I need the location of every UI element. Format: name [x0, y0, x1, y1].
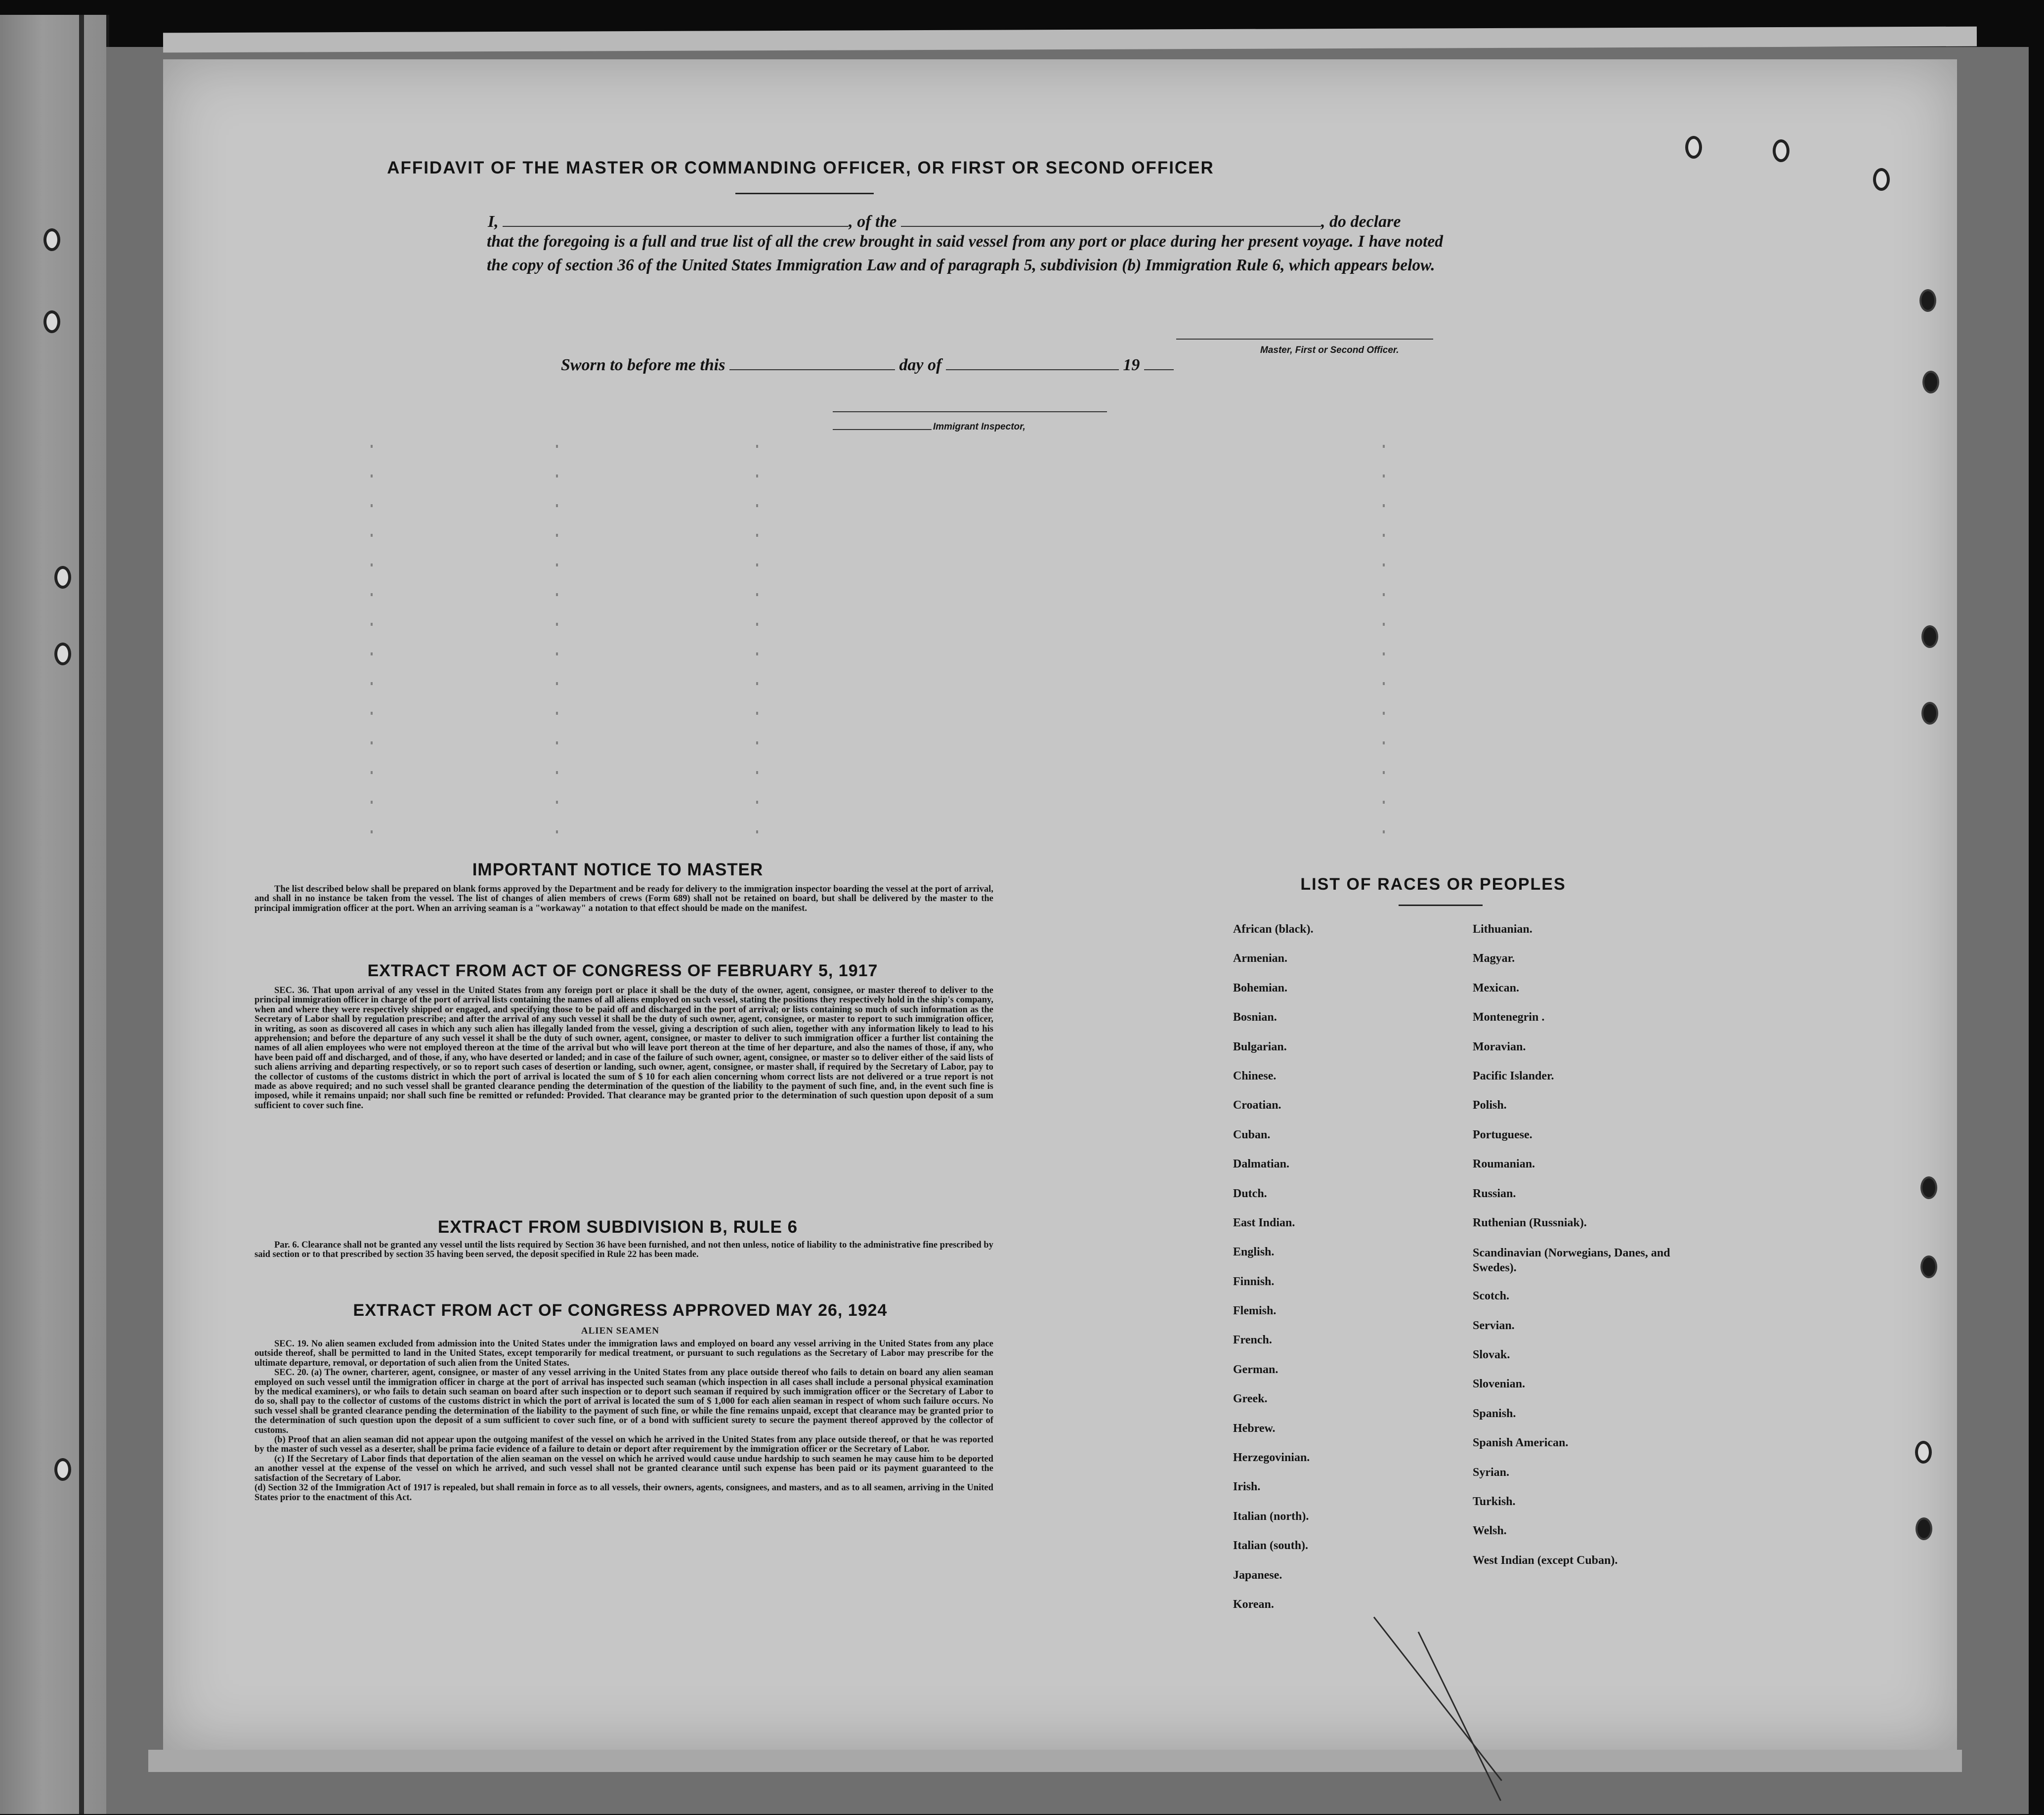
race-item: Chinese. — [1233, 1069, 1277, 1082]
race-item: Croatian. — [1233, 1099, 1281, 1112]
title-underline — [735, 193, 874, 194]
race-item: Bosnian. — [1233, 1011, 1277, 1024]
race-item: West Indian (except Cuban). — [1473, 1554, 1618, 1567]
left-binder-strip — [0, 15, 109, 1814]
binder-hole — [43, 310, 60, 333]
race-item: Herzegovinian. — [1233, 1451, 1310, 1465]
year-label: 19 — [1123, 356, 1140, 374]
race-item: Ruthenian (Russniak). — [1473, 1216, 1587, 1229]
par-6-paragraph: Par. 6. Clearance shall not be granted any vessel until the lists required by Section 36 have been furnished, and not then unless, notice of liability to the administrative fine prescribed by said section or to that prescribed by section 35 having been served, the deposit specified in Rule 22 has been made. — [255, 1240, 993, 1260]
race-item: Italian (north). — [1233, 1510, 1309, 1523]
declare-label: , do declare — [1321, 213, 1401, 231]
binder-hole — [54, 643, 71, 665]
sec-20b-paragraph: (b) Proof that an alien seaman did not appear upon the outgoing manifest of the vessel on which he arrived in the United States from any place outside thereof, or that he was reported by the master of such vessel as a deserter, shall be prima facie evidence of a failure to detain or deport after requirement by the immigration officer or the Secretary of Labor. — [255, 1435, 993, 1455]
race-item: Slovak. — [1473, 1348, 1510, 1362]
race-item: Spanish. — [1473, 1407, 1516, 1420]
master-signature-line[interactable] — [1176, 339, 1433, 340]
inspector-line-top — [833, 411, 1107, 412]
notice-text — [255, 885, 993, 913]
race-item: Pacific Islander. — [1473, 1069, 1554, 1082]
year-blank[interactable] — [1144, 369, 1174, 370]
punch-hole — [1921, 625, 1938, 648]
binder-edge — [79, 15, 84, 1814]
race-item: Syrian. — [1473, 1466, 1510, 1479]
extract-1917-text — [255, 986, 993, 1111]
punch-hole — [1922, 371, 1939, 393]
extract-1924-title: EXTRACT FROM ACT OF CONGRESS APPROVED MAY 26, 1924 — [353, 1301, 888, 1320]
binder-hole — [54, 1458, 71, 1481]
of-label: , of the — [849, 213, 897, 231]
race-item: Mexican. — [1473, 981, 1519, 994]
extract-rule6-text — [255, 1241, 993, 1260]
bottom-page-edge — [148, 1750, 1962, 1772]
race-item: Magyar. — [1473, 952, 1515, 965]
master-label: Master, First or Second Officer. — [1260, 345, 1399, 355]
sworn-line — [561, 356, 1174, 375]
sec-20c-paragraph: (c) If the Secretary of Labor finds that deportation of the alien seaman on the vessel on which he arrived would cause undue hardship to such seamen he may cause him to be deported an another vessel at the expense of the vessel on which he arrived, and such vessel shall not be granted clearance until such expense has been paid or its payment guaranteed to the satisfaction of the Secretary of Labor. — [255, 1454, 993, 1483]
race-item: Moravian. — [1473, 1040, 1526, 1053]
affidavit-first-line — [488, 213, 1401, 231]
sec-20d-paragraph: (d) Section 32 of the Immigration Act of 1917 is repealed, but shall remain in force as to all vessels, their owners, agents, consignees, and masters, and as to all seamen, arriving in the United States prior to the enactment of this Act. — [255, 1483, 993, 1503]
race-item: French. — [1233, 1334, 1272, 1347]
i-label: I, — [488, 213, 499, 231]
race-item: Flemish. — [1233, 1304, 1277, 1318]
race-item: German. — [1233, 1363, 1278, 1376]
punch-hole — [1685, 136, 1702, 159]
day-of-label: day of — [899, 356, 942, 374]
sec-20a-paragraph: SEC. 20. (a) The owner, charterer, agent, consignee, or master of any vessel arriving in the United States from any place outside thereof who fails to detain on board any alien seaman employed on such vessel until the immigration officer in charge at the port of arrival has inspected such seaman (which inspection in all cases shall include a personal physical examination by the medical examiners), or who fails to detain such seaman on board after such inspection or to deport such seaman if required by such immigration officer or the Secretary of Labor to do so, shall pay to the collector of customs of the customs district in which the port of arrival is located the sum of $ 1,000 for each alien seaman in respect of whom such failure occurs. No such vessel shall be granted clearance pending the determination of the liability to the payment of such fine, or while the fine remains unpaid, except that clearance may be granted prior to the determination of such question upon the deposit of a sum sufficient to cover such fine, or of a bond with sufficient surety to secure the payment thereof approved by the collector of customs. — [255, 1368, 993, 1435]
race-item: English. — [1233, 1246, 1275, 1259]
race-item: Bohemian. — [1233, 981, 1288, 994]
binder-hole — [54, 566, 71, 589]
name-blank[interactable] — [503, 226, 849, 227]
race-item: Lithuanian. — [1473, 923, 1533, 936]
races-underline — [1399, 905, 1483, 906]
race-item: Turkish. — [1473, 1495, 1516, 1509]
race-item: Japanese. — [1233, 1568, 1282, 1582]
races-title: LIST OF RACES OR PEOPLES — [1300, 875, 1566, 894]
race-item: East Indian. — [1233, 1216, 1295, 1229]
sworn-label: Sworn to before me this — [561, 356, 725, 374]
notice-paragraph: The list described below shall be prepared on blank forms approved by the Department and be ready for delivery to the immigration inspector boarding the vessel at the port of arrival, and shall in no instance be taken from the vessel. The list of changes of alien members of crews (Form 689) shall not be retained on board, but shall be delivered by the master to the principal immigration officer at the port. When an arriving seaman is a "workaway" a notation to that effect should be made on the manifest. — [255, 884, 993, 913]
race-item: Slovenian. — [1473, 1378, 1526, 1391]
race-item: Polish. — [1473, 1099, 1507, 1112]
faint-column-marks — [371, 445, 373, 840]
faint-column-marks — [556, 445, 558, 840]
punch-hole — [1919, 289, 1936, 312]
punch-hole — [1873, 168, 1890, 191]
extract-rule6-title: EXTRACT FROM SUBDIVISION B, RULE 6 — [437, 1217, 798, 1237]
race-item: Portuguese. — [1473, 1128, 1533, 1141]
race-item: Greek. — [1233, 1392, 1268, 1406]
extract-1917-title: EXTRACT FROM ACT OF CONGRESS OF FEBRUARY 5, 1917 — [367, 961, 878, 980]
race-item: Korean. — [1233, 1598, 1274, 1611]
race-item: Italian (south). — [1233, 1539, 1309, 1553]
races-right-column — [1473, 923, 1680, 1583]
vessel-blank[interactable] — [901, 226, 1321, 227]
binder-hole — [43, 228, 60, 251]
race-item: Welsh. — [1473, 1524, 1507, 1538]
race-item: Spanish American. — [1473, 1436, 1569, 1450]
inspector-signature-line[interactable] — [833, 429, 932, 430]
section-36-paragraph: SEC. 36. That upon arrival of any vessel in the United States from any foreign port or place it shall be the duty of the owner, agent, consignee, or master thereof to deliver to the principal immigration officer in charge of the port of arrival lists containing the names of all aliens employed on such vessel, stating the positions they respectively hold in the ship's company, when and where they were respectively shipped or engaged, and specifying those to be paid off and discharged in the port of arrival; or lists containing so much of such information as the Secretary of Labor shall by regulation prescribe; and after the arrival of any such vessel it shall be the duty of such owner, agent, consignee, or master to report to such immigration officer, in writing, as soon as discovered all cases in which any such alien has illegally landed from the vessel, giving a description of such alien, together with any information likely to lead to his apprehension; and before the departure of any such vessel it shall be the duty of such owner, agent, consignee, or master to deliver to such immigration officer a further list containing the names of all alien employees who were not employed thereon at the time of the arrival but who will leave port thereon at the time of her departure, and also the names of those, if any, who have been paid off and discharged, and of those, if any, who have deserted or landed; and in case of the failure of such owner, agent, consignee, or master so to deliver either of the said lists of such aliens arriving and departing respectively, or so to report such cases of desertion or landing, such owner, agent, consignee, or master shall, if required by the Secretary of Labor, pay to the collector of customs of the customs district in which the port of arrival is located the sum of $ 10 for each alien concerning whom correct lists are not delivered or a true report is not made as above required; and no such vessel shall be granted clearance pending the determination of the question of the liability to the payment of such fine, and, in the event such fine is imposed, while it remains unpaid; nor shall such fine be remitted or refunded: Provided. That clearance may be granted prior to the determination of such question upon deposit of a sum sufficient to cover such fine. — [255, 986, 993, 1111]
race-item: Russian. — [1473, 1187, 1516, 1200]
punch-hole — [1773, 139, 1789, 162]
race-item: Servian. — [1473, 1319, 1515, 1332]
day-blank[interactable] — [729, 369, 895, 370]
affidavit-title: AFFIDAVIT OF THE MASTER OR COMMANDING OFFICER, OR FIRST OR SECOND OFFICER — [387, 158, 1214, 177]
race-item: Montenegrin . — [1473, 1011, 1545, 1024]
race-item: Irish. — [1233, 1480, 1261, 1494]
punch-hole — [1921, 702, 1938, 725]
faint-column-marks — [756, 445, 758, 840]
race-item: Cuban. — [1233, 1128, 1271, 1141]
race-item: Roumanian. — [1473, 1158, 1535, 1171]
notice-title: IMPORTANT NOTICE TO MASTER — [472, 860, 764, 879]
races-left-column — [1233, 923, 1411, 1627]
inspector-label: Immigrant Inspector, — [933, 422, 1025, 432]
faint-column-marks — [1383, 445, 1385, 840]
race-item: Scandinavian (Norwegians, Danes, and Swedes). — [1473, 1247, 1670, 1275]
race-item: Finnish. — [1233, 1275, 1275, 1288]
race-item: Bulgarian. — [1233, 1040, 1287, 1053]
affidavit-paragraph: that the foregoing is a full and true list of all the crew brought in said vessel from any port or place during her present voyage. I have noted the copy of section 36 of the United States Immigration Law and of paragraph 5, subdivision (b) Immigration Rule 6, which appears below. — [487, 232, 1443, 274]
punch-hole — [1920, 1255, 1937, 1278]
race-item: African (black). — [1233, 923, 1314, 936]
race-item: Hebrew. — [1233, 1422, 1276, 1435]
sec-19-paragraph: SEC. 19. No alien seamen excluded from admission into the United States under the immigration laws and employed on board any vessel arriving in the United States from any place outside thereof, shall be permitted to land in the United States, except temporarily for medical treatment, or pursuant to such regulations as the Secretary of Labor may prescribe for the ultimate departure, removal, or deportation of such alien from the United States. — [255, 1339, 993, 1368]
month-blank[interactable] — [946, 369, 1119, 370]
race-item: Dalmatian. — [1233, 1158, 1289, 1171]
race-item: Scotch. — [1473, 1290, 1509, 1303]
race-item: Armenian. — [1233, 952, 1287, 965]
punch-hole — [1915, 1441, 1932, 1464]
punch-hole — [1920, 1176, 1937, 1199]
extract-1924-text — [255, 1340, 993, 1503]
alien-seamen-subtitle: ALIEN SEAMEN — [581, 1326, 660, 1336]
punch-hole — [1916, 1517, 1932, 1540]
document-page — [163, 59, 1957, 1750]
race-item: Dutch. — [1233, 1187, 1267, 1200]
